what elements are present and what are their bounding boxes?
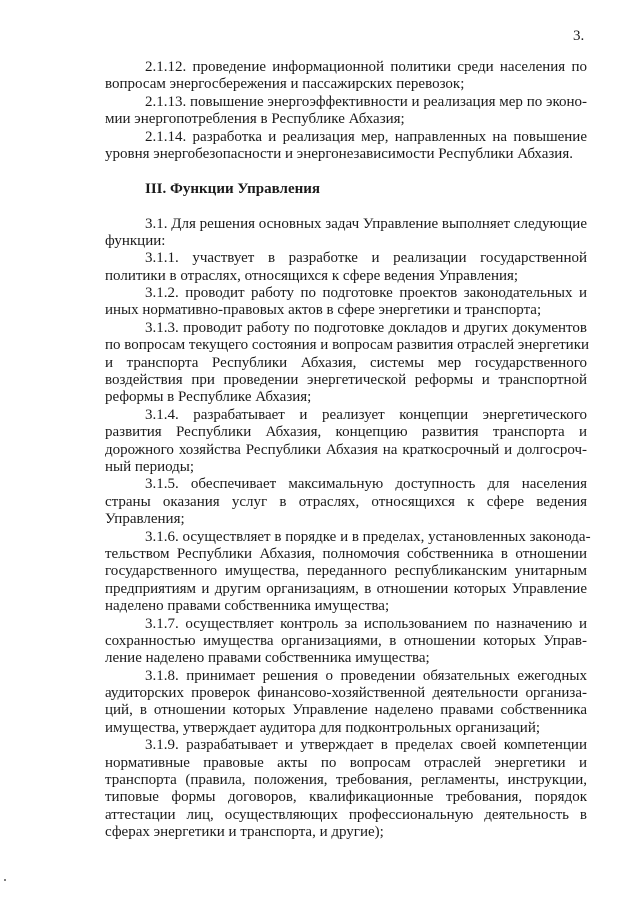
paragraph (105, 319, 590, 407)
text-line: наделено правами собственника имущества; (105, 598, 390, 615)
paragraph (105, 407, 587, 477)
blank-line (105, 198, 587, 215)
text-line: Управления; (105, 511, 185, 528)
text-line: имущества, утверждает аудитора для подконтрольных организаций; (105, 719, 541, 736)
text-line: воздействия при проведении энергетической реформы и транспортной (105, 372, 587, 389)
text-line: ный периоды; (105, 458, 195, 475)
paragraph (105, 476, 587, 528)
text-line: функции: (105, 232, 166, 249)
text-line: дорожного хозяйства Республики Абхазия на краткосрочный и долгосроч- (105, 441, 587, 458)
blank-line (105, 163, 587, 180)
paragraph (105, 216, 587, 251)
text-line: ление наделено правами собственника имущества; (105, 650, 430, 667)
text-line: 2.1.12. проведение информационной политики среди населения по (145, 59, 587, 75)
paragraph (105, 129, 587, 164)
text-line: 3.1.5. обеспечивает максимальную доступность для населения (145, 476, 587, 493)
text-line: 3.1.3. проводит работу по подготовке докладов и других документов (145, 319, 587, 336)
text-line: ций, в отношении которых Управление наделено правами собственника (105, 702, 587, 719)
text-line: 3.1.8. принимает решения о проведении обязательных ежегодных (145, 667, 587, 684)
section-3-items (105, 215, 591, 842)
section-2-items (105, 59, 587, 163)
text-line: сферах энергетики и транспорта, и другие); (105, 824, 384, 841)
paragraph (105, 285, 587, 320)
paragraph (105, 59, 587, 94)
text-line: сохранностью имущества организациями, в отношении которых Управ- (105, 632, 587, 649)
text-line: политики в отраслях, относящихся к сфере ведения Управления; (105, 267, 519, 284)
text-line: нормативные правовые акты по вопросам отраслей энергетики и (105, 754, 587, 771)
text-line: типовые формы договоров, квалификационные требования, порядок (105, 789, 587, 806)
text-line: государственного имущества, переданного республиканским унитарным (105, 563, 587, 580)
text-line: 2.1.13. повышение энергоэффективности и реализация мер по эконо- (145, 93, 587, 110)
text-line: и транспорта Республики Абхазия, системы мер государственного (105, 354, 587, 371)
text-line: страны оказания услуг в отраслях, относящихся к сфере ведения (105, 493, 587, 510)
text-line: уровня энергобезопасности и энергонезависимости Республики Абхазия. (105, 145, 573, 162)
paragraph (105, 616, 587, 668)
text-line: тельством Республики Абхазия, полномочия собственника в отношении (105, 545, 587, 562)
scan-artifact-dot (4, 879, 6, 881)
text-line: транспорта (правила, положения, требования, регламенты, инструкции, (105, 772, 587, 789)
text-line: аудиторских проверок финансово-хозяйственной деятельности организа- (105, 685, 587, 702)
text-line: предприятиям и другим организациям, в отношении которых Управление (105, 580, 587, 597)
text-line: реформы в Республике Абхазия; (105, 389, 312, 406)
paragraph (105, 250, 587, 285)
section-heading: III. Функции Управления (145, 180, 320, 197)
document-body (105, 59, 591, 842)
text-line: 3.1.1. участвует в разработке и реализации государственной (145, 250, 587, 267)
text-line: 3.1.4. разрабатывает и реализует концепции энергетического (145, 406, 587, 423)
text-line: 2.1.14. разработка и реализация мер, направленных на повышение (145, 128, 587, 145)
paragraph (105, 668, 587, 738)
text-line: аттестации лиц, осуществляющих профессиональную деятельность в (105, 806, 587, 823)
text-line: по вопросам текущего состояния и вопросам развития отраслей энергетики (105, 337, 590, 354)
text-line: 3.1.9. разрабатывает и утверждает в пределах своей компетенции (145, 737, 587, 754)
paragraph (105, 528, 591, 616)
text-line: вопросам энергосбережения и пассажирских перевозок; (105, 76, 465, 93)
paragraph (105, 737, 587, 841)
text-line: развития Республики Абхазия, концепцию развития транспорта и (105, 424, 587, 441)
text-line: иных нормативно-правовых актов в сфере энергетики и транспорта; (105, 302, 542, 319)
text-line: мии энергопотребления в Республике Абхазия; (105, 111, 405, 128)
text-line: 3.1.2. проводит работу по подготовке проектов законодательных и (145, 285, 587, 302)
text-line: 3.1.6. осуществляет в порядке и в пределах, установленных законода- (145, 528, 591, 545)
text-line: 3.1.7. осуществляет контроль за использованием по назначению и (145, 615, 587, 632)
page-number: 3. (573, 28, 585, 44)
paragraph (105, 94, 587, 129)
text-line: 3.1. Для решения основных задач Управление выполняет следующие (145, 215, 587, 232)
